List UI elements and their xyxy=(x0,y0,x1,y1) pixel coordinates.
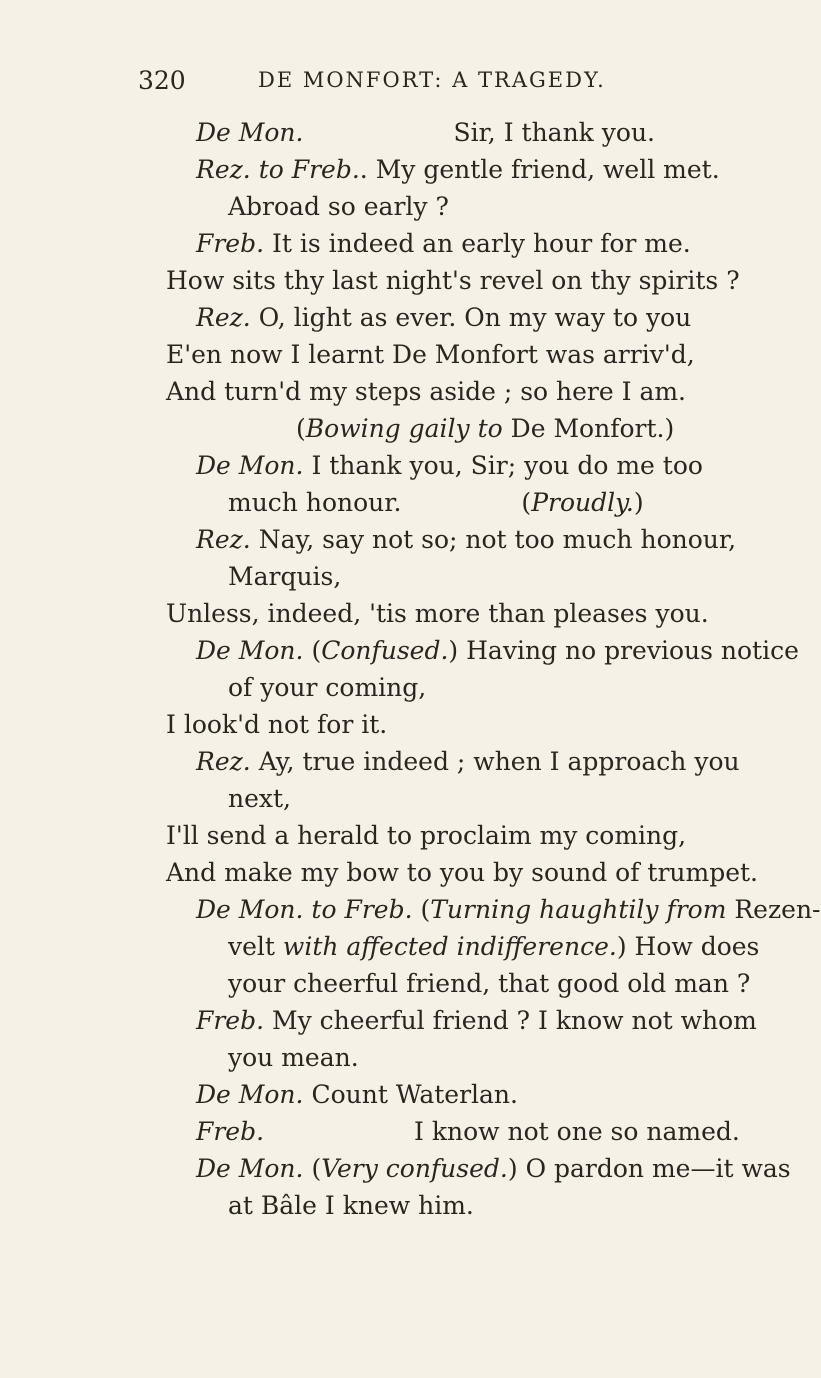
page-number: 320 xyxy=(138,66,186,95)
line-text: ) O pardon me—it was xyxy=(507,1154,791,1183)
line-text: I thank you, Sir; you do me too xyxy=(311,451,703,480)
page-header xyxy=(138,66,698,98)
line-text: It is indeed an early hour for me. xyxy=(272,229,691,258)
line-text: Rezen- xyxy=(734,895,821,924)
line-text: your cheerful friend, that good old man ? xyxy=(228,969,751,998)
line-text: I look'd not for it. xyxy=(166,710,388,739)
line-text: I know not one so named. xyxy=(414,1117,740,1146)
verse-line xyxy=(196,895,821,925)
paren-open: ( xyxy=(521,488,532,517)
paren-open: ( xyxy=(311,1154,322,1183)
stage-direction: Very confused. xyxy=(321,1154,508,1183)
verse-line xyxy=(166,377,686,407)
verse-line xyxy=(166,710,387,740)
verse-line xyxy=(196,451,703,481)
line-text: E'en now I learnt De Monfort was arriv'd, xyxy=(166,340,695,369)
verse-line xyxy=(166,340,695,370)
line-text: Abroad so early ? xyxy=(228,192,449,221)
paren-open: ( xyxy=(420,895,431,924)
stage-direction: Turning haughtily from xyxy=(430,895,727,924)
line-text: Ay, true indeed ; when I approach you xyxy=(258,747,740,776)
verse-line xyxy=(296,414,674,444)
verse-line xyxy=(228,784,291,814)
line-text: of your coming, xyxy=(228,673,427,702)
verse-line xyxy=(228,969,750,999)
verse-line xyxy=(196,1154,791,1184)
line-text-start: velt xyxy=(228,932,275,961)
line-text: My cheerful friend ? I know not whom xyxy=(272,1006,757,1035)
verse-line xyxy=(196,525,736,555)
stage-direction: with affected indifference. xyxy=(282,932,617,961)
verse-line xyxy=(196,1080,518,1110)
speaker-label: De Mon. to Freb. xyxy=(196,895,413,924)
line-text: ) Having no previous notice xyxy=(448,636,799,665)
verse-line xyxy=(166,266,740,296)
line-text: And make my bow to you by sound of trumpet. xyxy=(166,858,759,887)
stage-direction: Proudly. xyxy=(531,488,634,517)
verse-line xyxy=(196,1117,740,1147)
speaker-label: De Mon. xyxy=(196,451,304,480)
stage-direction: to Freb. xyxy=(258,155,360,184)
verse-line xyxy=(196,303,691,333)
line-text: How sits thy last night's revel on thy spirits ? xyxy=(166,266,740,295)
line-text: you mean. xyxy=(228,1043,359,1072)
line-text: Nay, say not so; not too much honour, xyxy=(258,525,737,554)
speaker-label: De Mon. xyxy=(196,636,304,665)
verse-line xyxy=(228,932,759,962)
verse-line xyxy=(196,155,720,185)
line-text: Count Waterlan. xyxy=(311,1080,518,1109)
line-text: And turn'd my steps aside ; so here I am. xyxy=(166,377,686,406)
paren-open: ( xyxy=(311,636,322,665)
speaker-label: De Mon. xyxy=(196,1154,304,1183)
verse-line xyxy=(228,1043,359,1073)
line-text: ) How does xyxy=(616,932,760,961)
verse-line xyxy=(166,599,709,629)
speaker-label: Rez. xyxy=(196,303,251,332)
paren-open: ( xyxy=(296,414,306,443)
speaker-label: De Mon. xyxy=(196,1080,304,1109)
stage-direction: Bowing gaily to xyxy=(305,414,503,443)
speaker-label: Freb. xyxy=(196,1006,265,1035)
verse-line xyxy=(196,229,691,259)
speaker-label: De Mon. xyxy=(196,118,304,147)
verse-line xyxy=(228,488,644,518)
running-title: DE MONFORT: A TRAGEDY. xyxy=(258,68,606,92)
line-text: next, xyxy=(228,784,291,813)
speaker-label: Freb. xyxy=(196,1117,265,1146)
line-text: much honour. xyxy=(228,488,402,517)
speaker-label: Rez. xyxy=(196,525,251,554)
paren-close: ) xyxy=(633,488,644,517)
line-text: Sir, I thank you. xyxy=(453,118,655,147)
verse-line xyxy=(228,673,426,703)
verse-line xyxy=(196,747,740,777)
verse-line xyxy=(196,1006,757,1036)
line-text: at Bâle I knew him. xyxy=(228,1191,474,1220)
line-text: O, light as ever. On my way to you xyxy=(258,303,692,332)
stage-direction: Confused. xyxy=(321,636,449,665)
speaker-label: Freb. xyxy=(196,229,265,258)
line-text: . My gentle friend, well met. xyxy=(359,155,720,184)
line-text: I'll send a herald to proclaim my coming, xyxy=(166,821,687,850)
verse-line xyxy=(228,192,449,222)
verse-line xyxy=(166,858,758,888)
verse-line xyxy=(196,636,799,666)
verse-line xyxy=(196,118,655,148)
verse-line xyxy=(228,1191,474,1221)
line-text: Marquis, xyxy=(228,562,342,591)
line-text: Unless, indeed, 'tis more than pleases you. xyxy=(166,599,709,628)
verse-line xyxy=(166,821,686,851)
line-text: De Monfort.) xyxy=(510,414,675,443)
speaker-label: Rez. xyxy=(196,155,251,184)
verse-line xyxy=(228,562,341,592)
speaker-label: Rez. xyxy=(196,747,251,776)
